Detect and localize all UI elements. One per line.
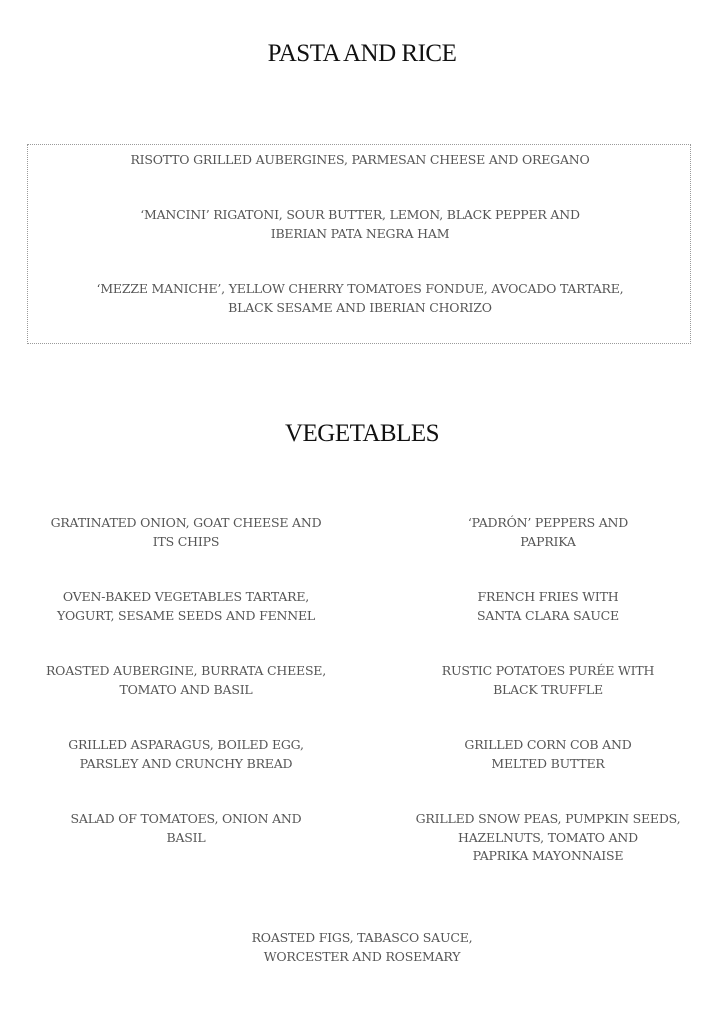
item-line: TOMATO AND BASIL: [119, 681, 253, 697]
item-line: GRILLED CORN COB AND: [464, 737, 632, 752]
item-line: WORCESTER AND ROSEMARY: [263, 948, 461, 964]
veg-item-roasted-aubergine: [36, 662, 336, 699]
veg-item-padron-peppers: [398, 514, 698, 551]
veg-item-corn-cob: [398, 736, 698, 773]
item-line: ITS CHIPS: [152, 533, 220, 549]
item-line: GRILLED SNOW PEAS, PUMPKIN SEEDS,: [415, 811, 681, 826]
item-line: IBERIAN PATA NEGRA HAM: [270, 225, 450, 241]
item-line: SANTA CLARA SAUCE: [477, 607, 619, 623]
item-line: YOGURT, SESAME SEEDS AND FENNEL: [56, 607, 316, 623]
item-line: BLACK SESAME AND IBERIAN CHORIZO: [228, 299, 492, 315]
item-line: ‘PADRÓN’ PEPPERS AND: [467, 515, 629, 530]
item-line: MELTED BUTTER: [491, 755, 605, 771]
item-line: ROASTED AUBERGINE, BURRATA CHEESE,: [45, 663, 327, 678]
veg-item-grilled-asparagus: [36, 736, 336, 773]
item-line: ‘MEZZE MANICHE’, YELLOW CHERRY TOMATOES FONDUE, AVOCADO TARTARE,: [96, 281, 624, 296]
item-line: BASIL: [166, 829, 206, 845]
item-line: BLACK TRUFFLE: [493, 681, 603, 697]
item-line: FRENCH FRIES WITH: [477, 589, 619, 604]
veg-item-roasted-figs: [212, 929, 512, 966]
item-line: PAPRIKA: [520, 533, 576, 549]
item-line: PAPRIKA MAYONNAISE: [472, 848, 624, 863]
item-line: OVEN-BAKED VEGETABLES TARTARE,: [62, 589, 310, 604]
item-line: GRILLED ASPARAGUS, BOILED EGG,: [68, 737, 304, 752]
veg-item-snow-peas: [398, 810, 698, 866]
item-line: ROASTED FIGS, TABASCO SAUCE,: [251, 930, 473, 945]
veg-item-vegetables-tartare: [36, 588, 336, 625]
veg-item-tomato-salad: [36, 810, 336, 847]
veg-item-potatoes-puree: [398, 662, 698, 699]
pasta-item-risotto: [30, 151, 690, 170]
pasta-item-rigatoni: [30, 206, 690, 243]
item-line: SALAD OF TOMATOES, ONION AND: [70, 811, 302, 826]
item-line: GRATINATED ONION, GOAT CHEESE AND: [50, 515, 322, 530]
vegetables-section-title: VEGETABLES: [284, 420, 440, 447]
pasta-section-title: PASTA AND RICE: [267, 40, 457, 67]
item-line: HAZELNUTS, TOMATO AND: [458, 829, 638, 845]
item-line: ‘MANCINI’ RIGATONI, SOUR BUTTER, LEMON, BLACK PEPPER AND: [140, 207, 580, 222]
veg-item-gratinated-onion: [36, 514, 336, 551]
item-line: PARSLEY AND CRUNCHY BREAD: [79, 755, 293, 771]
item-line: RUSTIC POTATOES PURÉE WITH: [441, 663, 655, 678]
pasta-item-mezze-maniche: [30, 280, 690, 317]
veg-item-french-fries: [398, 588, 698, 625]
item-line: RISOTTO GRILLED AUBERGINES, PARMESAN CHEESE AND OREGANO: [130, 152, 590, 167]
